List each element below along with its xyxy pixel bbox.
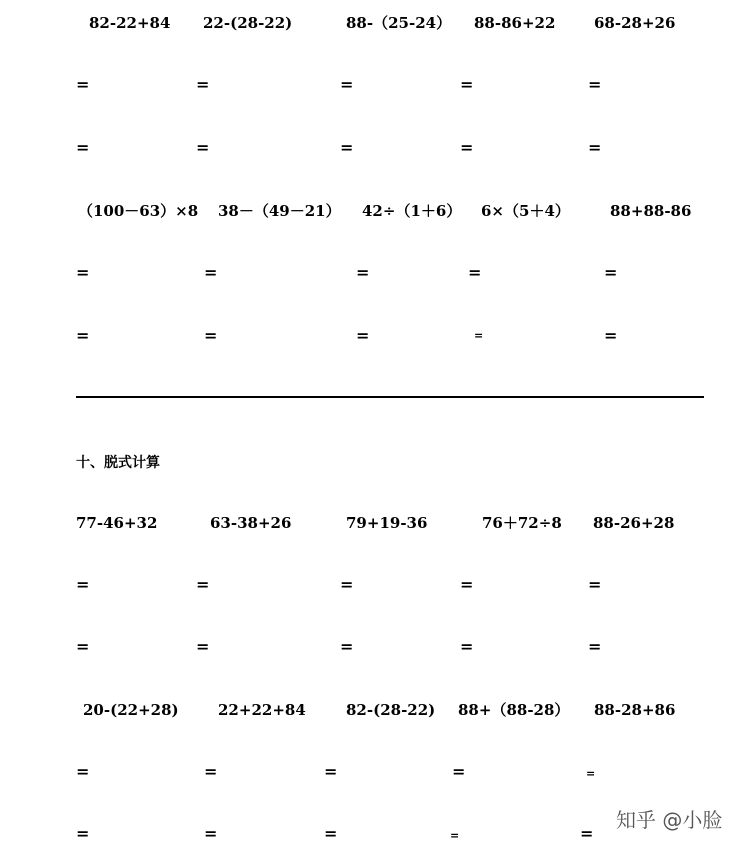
expression: 6×（5＋4） xyxy=(481,202,570,220)
expression: 68-28+26 xyxy=(594,14,676,32)
equals-sign: = xyxy=(340,637,354,656)
equals-sign: = xyxy=(340,138,354,157)
expression: 88-28+86 xyxy=(594,701,676,719)
equals-sign: = xyxy=(588,75,602,94)
equals-sign: = xyxy=(196,75,210,94)
equals-sign: = xyxy=(450,829,460,842)
equals-sign: = xyxy=(340,75,354,94)
equals-sign: = xyxy=(76,263,90,282)
expression: 76＋72÷8 xyxy=(482,514,562,532)
equals-sign: = xyxy=(204,263,218,282)
expression: 88-86+22 xyxy=(474,14,556,32)
section-divider xyxy=(76,396,704,398)
equals-sign: = xyxy=(452,762,466,781)
equals-sign: = xyxy=(324,824,338,843)
equals-sign: = xyxy=(460,75,474,94)
equals-sign: = xyxy=(460,575,474,594)
expression: 38－（49－21） xyxy=(218,202,341,220)
watermark: 知乎 @小脸 xyxy=(616,808,723,832)
equals-sign: = xyxy=(204,824,218,843)
equals-sign: = xyxy=(196,637,210,656)
expression: 42÷（1＋6） xyxy=(362,202,462,220)
expression: 82-22+84 xyxy=(89,14,171,32)
expression: 88-26+28 xyxy=(593,514,675,532)
equals-sign: = xyxy=(204,326,218,345)
equals-sign: = xyxy=(586,767,596,780)
expression: 22+22+84 xyxy=(218,701,306,719)
expression: 88+（88-28） xyxy=(458,701,570,719)
equals-sign: = xyxy=(76,762,90,781)
expression: 82-(28-22) xyxy=(346,701,436,719)
expression: 79+19-36 xyxy=(346,514,428,532)
equals-sign: = xyxy=(588,637,602,656)
expression: （100－63）×8 xyxy=(78,202,199,220)
equals-sign: = xyxy=(460,637,474,656)
expression: 20-(22+28) xyxy=(83,701,179,719)
equals-sign: = xyxy=(76,138,90,157)
expression: 22-(28-22) xyxy=(203,14,293,32)
equals-sign: = xyxy=(588,138,602,157)
equals-sign: = xyxy=(76,75,90,94)
equals-sign: = xyxy=(76,637,90,656)
equals-sign: = xyxy=(76,824,90,843)
equals-sign: = xyxy=(460,138,474,157)
expression: 63-38+26 xyxy=(210,514,292,532)
equals-sign: = xyxy=(468,263,482,282)
equals-sign: = xyxy=(204,762,218,781)
equals-sign: = xyxy=(604,326,618,345)
equals-sign: = xyxy=(356,326,370,345)
equals-sign: = xyxy=(588,575,602,594)
equals-sign: = xyxy=(356,263,370,282)
equals-sign: = xyxy=(474,329,484,342)
equals-sign: = xyxy=(196,575,210,594)
equals-sign: = xyxy=(580,824,594,843)
equals-sign: = xyxy=(196,138,210,157)
expression: 77-46+32 xyxy=(76,514,158,532)
equals-sign: = xyxy=(340,575,354,594)
equals-sign: = xyxy=(324,762,338,781)
section-heading: 十、脱式计算 xyxy=(76,455,160,471)
equals-sign: = xyxy=(76,575,90,594)
equals-sign: = xyxy=(604,263,618,282)
expression: 88+88-86 xyxy=(610,202,692,220)
expression: 88-（25-24） xyxy=(346,14,452,32)
equals-sign: = xyxy=(76,326,90,345)
